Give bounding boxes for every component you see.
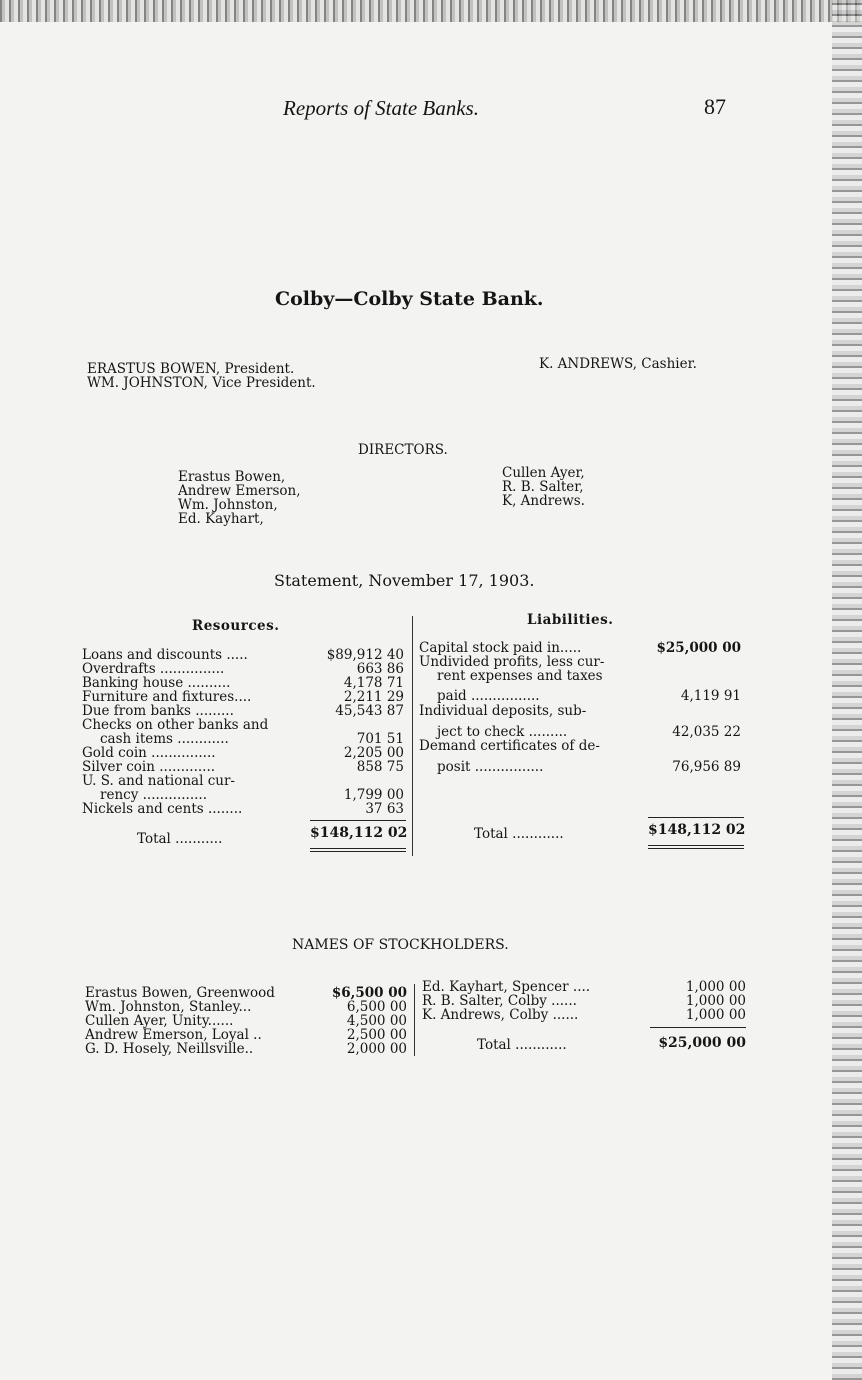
- row-label: ject to check .........: [437, 724, 568, 740]
- total-rule: [650, 1027, 746, 1028]
- running-header: Reports of State Banks.: [283, 96, 479, 120]
- scan-edge-right: [832, 0, 862, 1380]
- statement-title: Statement, November 17, 1903.: [274, 571, 535, 590]
- row-label: Undivided profits, less cur-: [419, 654, 605, 670]
- resources-total-amount: $148,112 02: [310, 825, 408, 841]
- list-item: [422, 994, 746, 1008]
- list-item: [85, 1000, 407, 1014]
- director-name: Cullen Ayer,: [502, 465, 585, 481]
- row-amount: 858 75: [356, 759, 404, 775]
- row-label: Banking house ..........: [82, 675, 231, 691]
- list-item: [85, 1042, 407, 1056]
- liabilities-heading: Liabilities.: [527, 612, 614, 628]
- liabilities-total-label: Total ............: [474, 826, 564, 842]
- directors-right: [502, 466, 585, 508]
- table-row: [82, 760, 404, 774]
- column-divider: [414, 984, 415, 1056]
- row-label: Nickels and cents ........: [82, 801, 243, 817]
- row-label: Silver coin .............: [82, 759, 216, 775]
- row-label: Capital stock paid in.....: [419, 640, 582, 656]
- resources-heading: Resources.: [192, 618, 280, 634]
- directors-left: [178, 470, 301, 526]
- table-row: [82, 746, 404, 760]
- list-item: [422, 980, 746, 994]
- row-label: paid ................: [437, 688, 540, 704]
- total-rule: [648, 817, 744, 818]
- row-label: Due from banks .........: [82, 703, 234, 719]
- cashier: K. ANDREWS, Cashier.: [539, 356, 697, 372]
- table-row: [82, 732, 404, 746]
- director-name: Erastus Bowen,: [178, 469, 286, 485]
- table-row: [82, 718, 404, 732]
- resources-total-label: Total ...........: [137, 831, 223, 847]
- stockholders-heading: NAMES OF STOCKHOLDERS.: [292, 937, 509, 953]
- row-label: Gold coin ...............: [82, 745, 216, 761]
- stockholder-amount: 4,500 00: [346, 1013, 407, 1029]
- table-row: [82, 788, 404, 802]
- table-row: [82, 662, 404, 676]
- row-amount: 4,178 71: [343, 675, 404, 691]
- stockholders-left: [85, 986, 407, 1056]
- liabilities-total-amount: $148,112 02: [648, 822, 746, 838]
- directors-heading: DIRECTORS.: [358, 442, 448, 458]
- table-row: [82, 648, 404, 662]
- row-label: Loans and discounts .....: [82, 647, 248, 663]
- table-row: [82, 802, 404, 816]
- list-item: [85, 1014, 407, 1028]
- stockholder-name: R. B. Salter, Colby ......: [422, 993, 577, 1009]
- row-amount: 701 51: [356, 731, 404, 747]
- table-row: [82, 774, 404, 788]
- table-row: [419, 655, 741, 669]
- row-amount: 2,211 29: [343, 689, 404, 705]
- table-row: [419, 689, 741, 703]
- stockholder-amount: 6,500 00: [346, 999, 407, 1015]
- director-name: Andrew Emerson,: [178, 483, 301, 499]
- stockholder-amount: 1,000 00: [685, 1007, 746, 1023]
- table-row: [419, 739, 741, 753]
- row-label: Individual deposits, sub-: [419, 703, 587, 719]
- row-label: rent expenses and taxes: [437, 668, 603, 684]
- stockholder-amount: 2,500 00: [346, 1027, 407, 1043]
- row-label: posit ................: [437, 759, 544, 775]
- president: ERASTUS BOWEN, President.: [87, 361, 295, 377]
- table-row: [419, 669, 741, 683]
- row-amount: 45,543 87: [335, 703, 404, 719]
- liabilities-table: [419, 641, 741, 774]
- table-row: [82, 676, 404, 690]
- resources-table: [82, 648, 404, 816]
- stockholder-name: K. Andrews, Colby ......: [422, 1007, 579, 1023]
- table-row: [419, 704, 741, 718]
- stockholder-amount: 1,000 00: [685, 993, 746, 1009]
- director-name: Ed. Kayhart,: [178, 511, 264, 527]
- bank-title: Colby—Colby State Bank.: [275, 288, 544, 310]
- total-double-rule: [648, 848, 744, 849]
- stockholder-name: Cullen Ayer, Unity......: [85, 1013, 234, 1029]
- stockholder-name: Erastus Bowen, Greenwood: [85, 985, 275, 1001]
- director-name: Wm. Johnston,: [178, 497, 278, 513]
- stockholder-amount: 1,000 00: [685, 979, 746, 995]
- row-label: Checks on other banks and: [82, 717, 269, 733]
- table-row: [82, 690, 404, 704]
- row-amount: 76,956 89: [672, 759, 741, 775]
- row-amount: 4,119 91: [680, 688, 741, 704]
- stockholder-amount: $6,500 00: [331, 985, 407, 1001]
- stockholders-right: [422, 980, 746, 1022]
- row-amount: 1,799 00: [343, 787, 404, 803]
- row-amount: $89,912 40: [326, 647, 404, 663]
- table-row: [82, 704, 404, 718]
- row-label: Overdrafts ...............: [82, 661, 225, 677]
- row-amount: 37 63: [365, 801, 404, 817]
- list-item: [422, 1008, 746, 1022]
- stockholders-total-label: Total ............: [477, 1037, 567, 1053]
- total-double-rule: [648, 845, 744, 846]
- table-row: [419, 725, 741, 739]
- stockholder-name: G. D. Hosely, Neillsville..: [85, 1041, 254, 1057]
- officers-left: [87, 362, 316, 390]
- table-row: [419, 641, 741, 655]
- row-label: rency ...............: [100, 787, 207, 803]
- list-item: [85, 986, 407, 1000]
- total-rule: [310, 820, 406, 821]
- row-label: cash items ............: [100, 731, 229, 747]
- row-amount: $25,000 00: [656, 640, 741, 656]
- row-amount: 42,035 22: [672, 724, 741, 740]
- stockholders-total-amount: $25,000 00: [658, 1035, 746, 1051]
- row-label: U. S. and national cur-: [82, 773, 235, 789]
- row-amount: 2,205 00: [343, 745, 404, 761]
- total-double-rule: [310, 848, 406, 849]
- stockholder-name: Ed. Kayhart, Spencer ....: [422, 979, 591, 995]
- row-label: Furniture and fixtures....: [82, 689, 252, 705]
- page-number: 87: [704, 94, 726, 119]
- table-row: [419, 760, 741, 774]
- row-amount: 663 86: [356, 661, 404, 677]
- vice-president: WM. JOHNSTON, Vice President.: [87, 375, 316, 391]
- stockholder-name: Andrew Emerson, Loyal ..: [85, 1027, 262, 1043]
- stockholder-amount: 2,000 00: [346, 1041, 407, 1057]
- scan-edge-top: [0, 0, 862, 22]
- list-item: [85, 1028, 407, 1042]
- column-divider: [412, 616, 413, 856]
- row-label: Demand certificates of de-: [419, 738, 600, 754]
- stockholder-name: Wm. Johnston, Stanley...: [85, 999, 252, 1015]
- director-name: K, Andrews.: [502, 493, 585, 509]
- director-name: R. B. Salter,: [502, 479, 584, 495]
- total-double-rule: [310, 851, 406, 852]
